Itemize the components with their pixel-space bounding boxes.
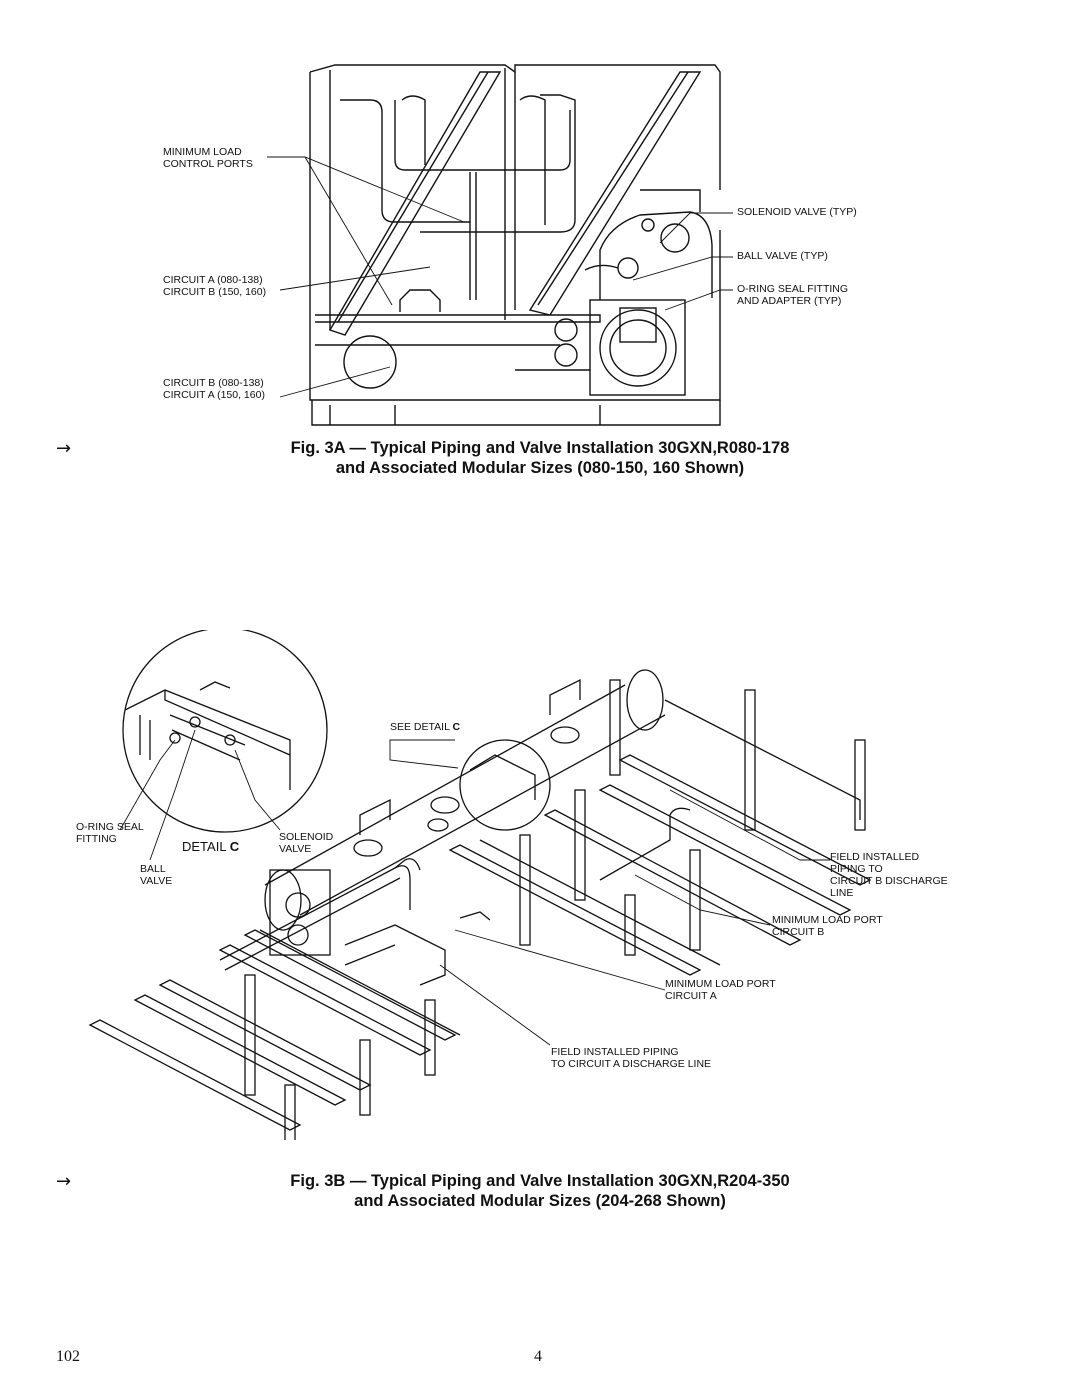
caption-fig-3a [0,438,1080,478]
label-field-a-line1: FIELD INSTALLED PIPING [551,1046,679,1058]
label-field-b-line4: LINE [830,887,854,899]
label-minload-a-line1: MINIMUM LOAD PORT [665,978,776,990]
label-ball-valve-line2: VALVE [140,875,173,887]
caption-fig-3b [0,1171,1080,1211]
label-minload-b-line1: MINIMUM LOAD PORT [772,914,883,926]
revision-arrow-3a: → [56,438,72,459]
label-ball-valve-line1: BALL [140,863,166,875]
document-number: 102 [56,1348,80,1365]
label-field-a-line2: TO CIRCUIT A DISCHARGE LINE [551,1058,712,1070]
label-field-b-line2: PIPING TO [830,863,883,875]
revision-arrow-3b: → [56,1171,72,1192]
label-circuit-b-line2: CIRCUIT A (150, 160) [163,389,265,401]
label-oring-fitting-line2: FITTING [76,833,117,845]
caption-fig-3a-line1: Fig. 3A — Typical Piping and Valve Installation 30GXN,R080-178 [290,439,790,457]
caption-fig-3b-line1: Fig. 3B — Typical Piping and Valve Installation 30GXN,R204-350 [290,1172,790,1190]
label-min-load-line2: CONTROL PORTS [163,158,253,170]
label-circuit-b-line1: CIRCUIT B (080-138) [163,377,264,389]
label-circuit-a-line2: CIRCUIT B (150, 160) [163,286,267,298]
label-circuit-a-line1: CIRCUIT A (080-138) [163,274,263,286]
page-number: 4 [534,1348,542,1365]
figure-3a-drawing [0,0,1080,440]
label-see-detail-text: SEE DETAIL [390,721,450,733]
caption-fig-3a-line2: and Associated Modular Sizes (080-150, 160 Shown) [335,459,745,477]
caption-fig-3b-line2: and Associated Modular Sizes (204-268 Shown) [354,1192,726,1210]
label-oring-line1: O-RING SEAL FITTING [737,283,849,295]
label-oring-fitting-line1: O-RING SEAL [76,821,144,833]
label-solenoid-line1: SOLENOID [279,831,334,843]
label-field-b-line1: FIELD INSTALLED [830,851,920,863]
label-oring-line2: AND ADAPTER (TYP) [737,295,842,307]
label-minload-a-line2: CIRCUIT A [665,990,717,1002]
label-solenoid-line2: VALVE [279,843,312,855]
label-see-detail [390,722,460,734]
label-field-b-line3: CIRCUIT B DISCHARGE [830,875,948,887]
label-detail-c [182,841,239,853]
label-minload-b-line2: CIRCUIT B [772,926,825,938]
label-min-load-line1: MINIMUM LOAD [163,146,242,158]
label-see-detail-letter: C [452,721,461,733]
label-ball-valve: BALL VALVE (TYP) [737,250,828,262]
label-detail-letter: C [229,839,240,854]
label-detail-text: DETAIL [182,839,227,854]
label-solenoid-valve: SOLENOID VALVE (TYP) [737,206,857,218]
